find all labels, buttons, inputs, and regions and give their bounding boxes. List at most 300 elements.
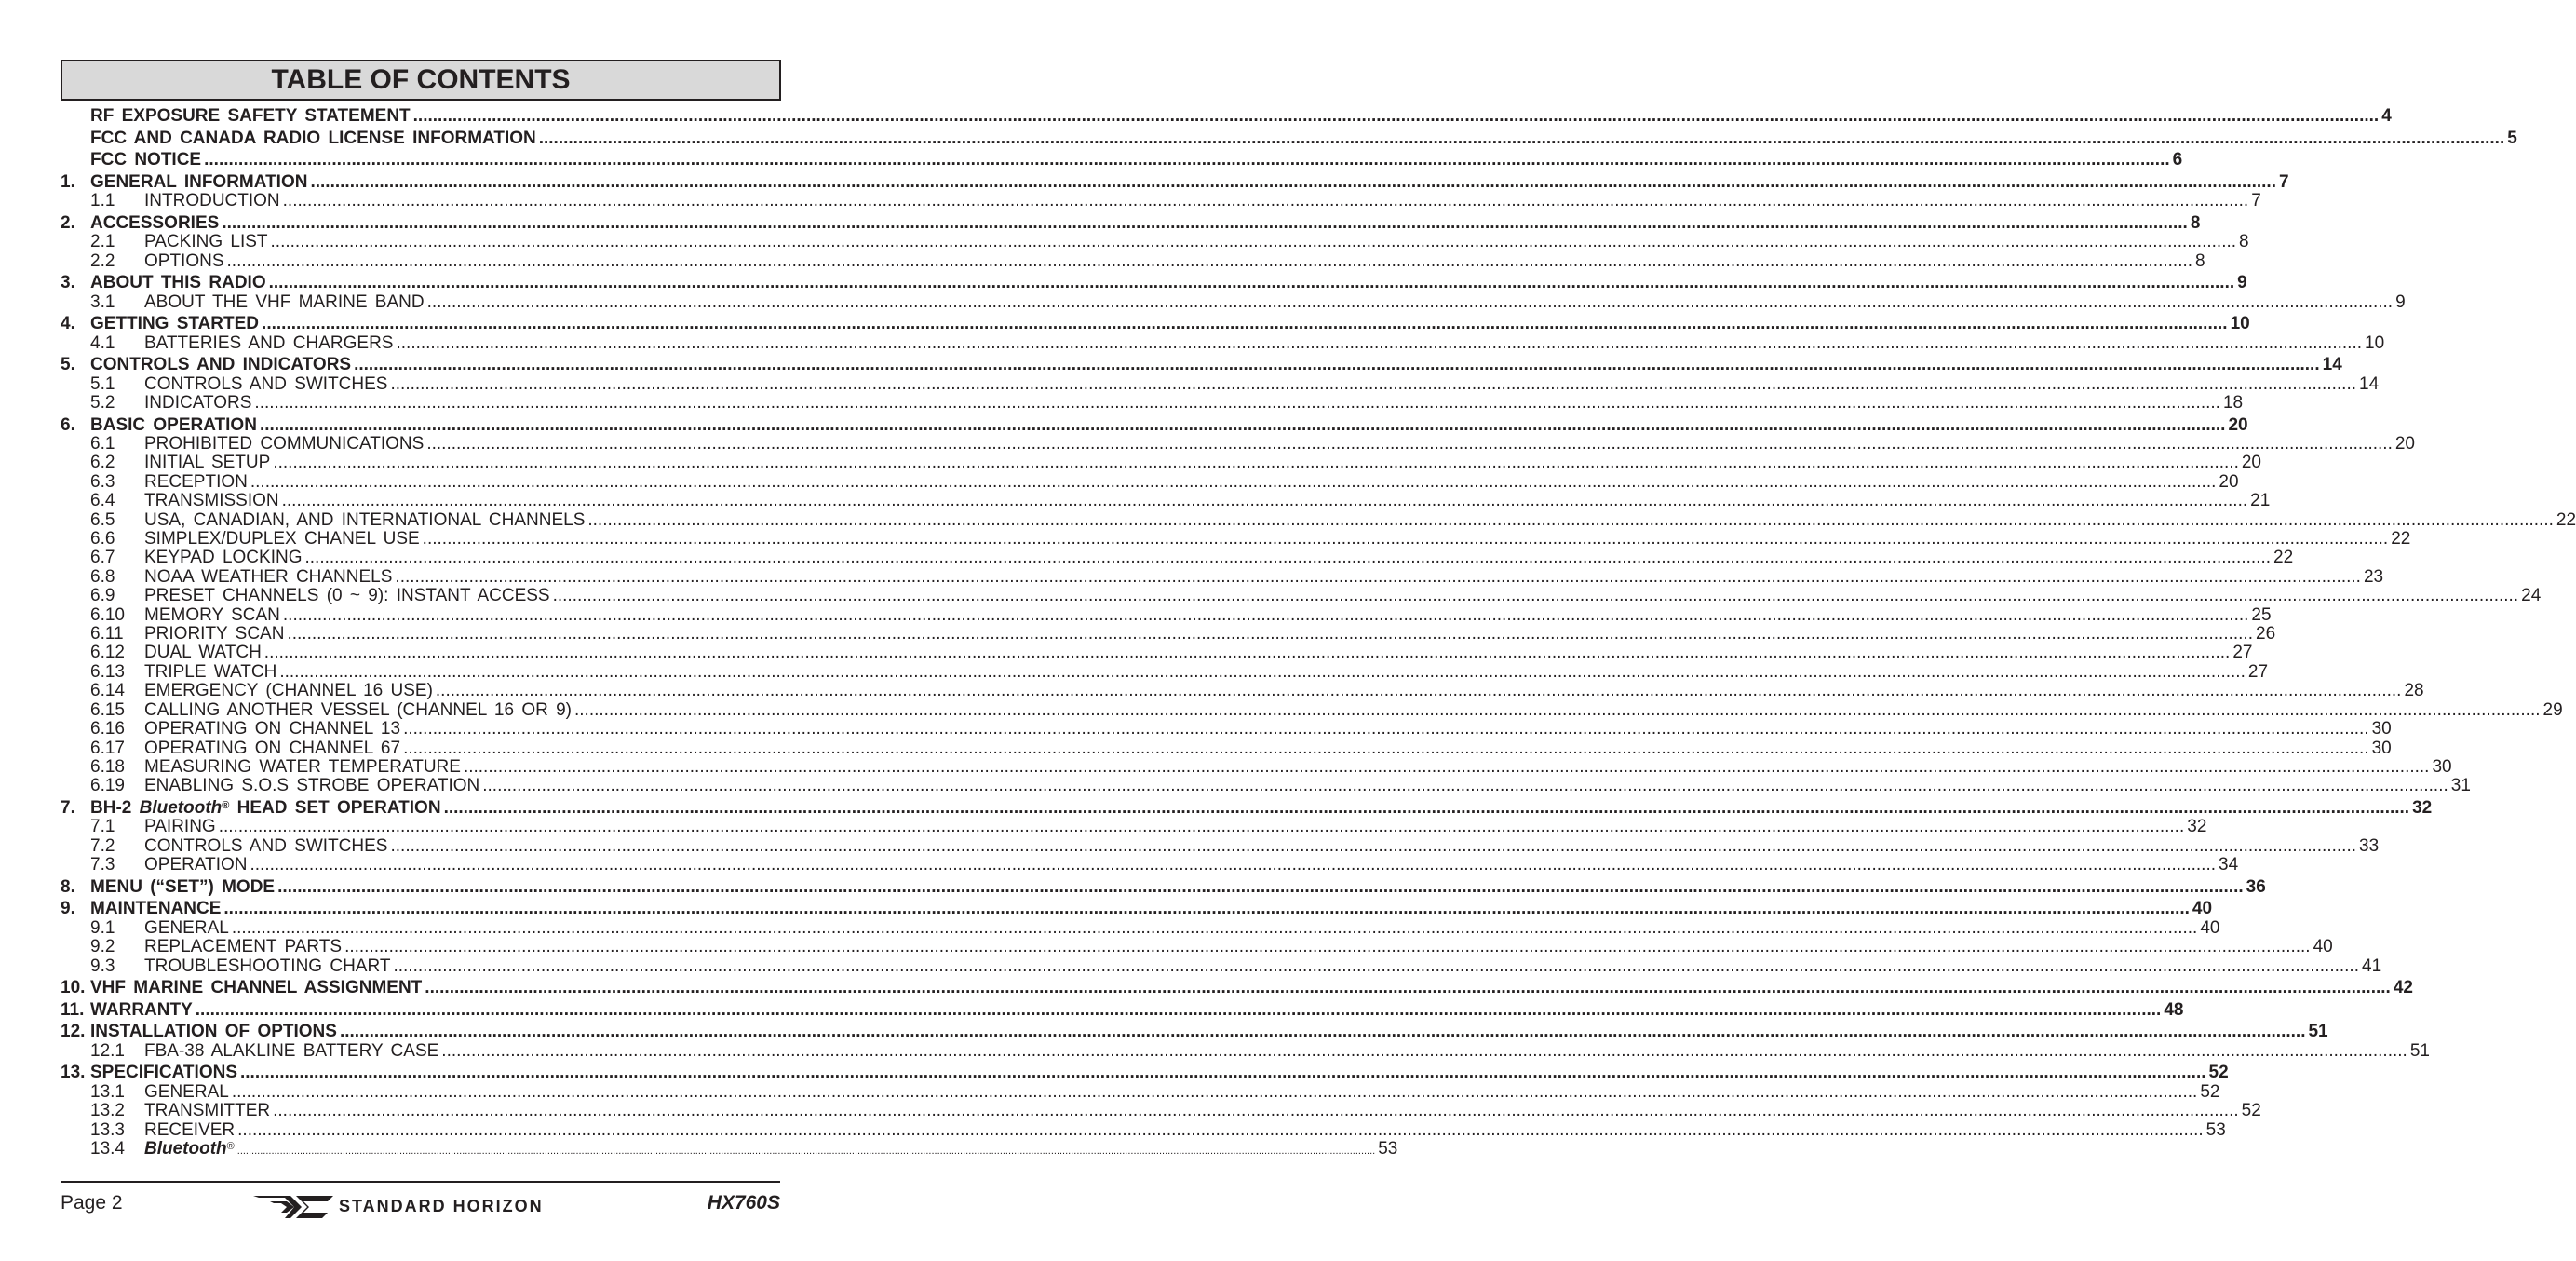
toc-entry bbox=[61, 453, 2261, 473]
toc-entry-title bbox=[144, 1042, 438, 1061]
toc-entry-number: 1. bbox=[61, 171, 75, 192]
toc-entry-page: 32 bbox=[2187, 817, 2207, 837]
toc-entry-page: 8 bbox=[2190, 212, 2201, 233]
toc-entry-text: TRANSMISSION bbox=[144, 491, 279, 511]
toc-entry-title bbox=[90, 799, 441, 818]
toc-entry-page: 41 bbox=[2362, 956, 2382, 976]
toc-entry-page: 34 bbox=[2219, 855, 2239, 875]
toc-entry bbox=[61, 373, 2380, 394]
dot-leader: ................................................................................................................................................................................................................................................................................................................................................................................................................ bbox=[195, 999, 2162, 1020]
toc-entry-number: 6.18 bbox=[90, 756, 125, 777]
toc-title-box bbox=[61, 60, 781, 101]
toc-entry-page: 22 bbox=[2273, 548, 2294, 568]
toc-entry-number: 13.1 bbox=[90, 1081, 125, 1102]
dot-leader: ................................................................................................................................................................................................................................................................................................................................................................................................................ bbox=[395, 566, 2361, 587]
toc-entry bbox=[61, 251, 2205, 271]
dot-leader: ................................................................................................................................................................................................................................................................................................................................................................................................................ bbox=[393, 956, 2359, 976]
toc-entry-page: 52 bbox=[2200, 1081, 2220, 1102]
toc-entry bbox=[61, 171, 2289, 192]
toc-entry-number: 6.17 bbox=[90, 738, 125, 758]
dot-leader: ................................................................................................................................................................................................................................................................................................................................................................................................................ bbox=[273, 453, 2239, 473]
toc-entry-page: 23 bbox=[2363, 566, 2384, 587]
toc-entry-page: 40 bbox=[2313, 937, 2333, 957]
toc-entry bbox=[61, 106, 2392, 126]
toc-entry bbox=[61, 1040, 2430, 1061]
toc-entry-title bbox=[90, 129, 536, 148]
toc-entry-title bbox=[144, 938, 342, 956]
toc-entry-text: INITIAL SETUP bbox=[144, 453, 271, 473]
page-title: TABLE OF CONTENTS bbox=[271, 64, 571, 95]
toc-entry-page: 27 bbox=[2232, 643, 2253, 663]
toc-entry-text: DUAL WATCH bbox=[144, 643, 262, 663]
toc-entry-title bbox=[144, 625, 284, 644]
toc-entry-title bbox=[90, 878, 275, 897]
toc-entry-text: FCC AND CANADA RADIO LICENSE INFORMATION bbox=[90, 128, 536, 148]
toc-entry bbox=[61, 393, 2244, 413]
toc-entry-text: INTRODUCTION bbox=[144, 191, 280, 211]
model-number: HX760S bbox=[707, 1192, 780, 1214]
toc-entry-text: GENERAL bbox=[144, 917, 229, 938]
toc-entry-title bbox=[144, 682, 433, 700]
toc-entry bbox=[61, 314, 2250, 334]
dot-leader: ................................................................................................................................................................................................................................................................................................................................................................................................................ bbox=[250, 855, 2217, 875]
toc-entry-number: 6.12 bbox=[90, 643, 125, 663]
toc-entry-page: 9 bbox=[2395, 292, 2406, 312]
toc-entry-title bbox=[144, 549, 302, 567]
dot-leader: ................................................................................................................................................................................................................................................................................................................................................................................................................ bbox=[426, 434, 2393, 454]
toc-entry-number: 6.11 bbox=[90, 624, 124, 644]
toc-entry-title bbox=[144, 758, 461, 777]
toc-entry-page: 22 bbox=[2556, 509, 2576, 530]
dot-leader: ................................................................................................................................................................................................................................................................................................................................................................................................................ bbox=[403, 738, 2369, 758]
dot-leader: ................................................................................................................................................................................................................................................................................................................................................................................................................ bbox=[250, 471, 2217, 492]
dot-leader: ................................................................................................................................................................................................................................................................................................................................................................................................................ bbox=[263, 643, 2231, 663]
toc-entry bbox=[61, 699, 2563, 720]
toc-entry-number: 2.1 bbox=[90, 232, 115, 252]
toc-entry bbox=[61, 643, 2253, 663]
toc-entry-text: PRESET CHANNELS (0 ~ 9): INSTANT ACCESS bbox=[144, 586, 550, 606]
toc-entry-title bbox=[90, 979, 422, 997]
standard-horizon-logo-icon bbox=[253, 1194, 333, 1218]
dot-leader: ................................................................................................................................................................................................................................................................................................................................................................................................................ bbox=[403, 719, 2369, 739]
dot-leader: ................................................................................................................................................................................................................................................................................................................................................................................................................ bbox=[426, 292, 2394, 312]
dot-leader: ................................................................................................................................................................................................................................................................................................................................................................................................................ bbox=[587, 509, 2554, 530]
toc-entry-text: RECEIVER bbox=[144, 1119, 236, 1140]
toc-entry-page: 20 bbox=[2241, 453, 2261, 473]
toc-entry-title bbox=[144, 511, 585, 530]
toc-entry bbox=[61, 978, 2413, 998]
toc-entry bbox=[61, 817, 2207, 837]
toc-entry bbox=[61, 434, 2415, 454]
toc-entry-number: 6.6 bbox=[90, 529, 115, 549]
toc-entry-page: 6 bbox=[2172, 150, 2183, 170]
toc-entry-number: 6.15 bbox=[90, 699, 125, 720]
dot-leader: ................................................................................................................................................................................................................................................................................................................................................................................................................ bbox=[282, 191, 2249, 211]
toc-entry-page: 14 bbox=[2359, 373, 2380, 394]
toc-entry-number: 6.3 bbox=[90, 471, 115, 492]
toc-entry bbox=[61, 586, 2542, 606]
toc-entry-page: 32 bbox=[2412, 797, 2433, 818]
toc-entry-page: 25 bbox=[2251, 604, 2272, 625]
toc-entry-title bbox=[144, 252, 224, 271]
brand-name: STANDARD HORIZON bbox=[339, 1196, 544, 1215]
toc-entry-title bbox=[144, 492, 279, 510]
toc-entry bbox=[61, 1119, 2226, 1140]
toc-entry-page: 52 bbox=[2208, 1063, 2229, 1083]
toc-entry bbox=[61, 212, 2201, 233]
dot-leader: ................................................................................................................................................................................................................................................................................................................................................................................................................ bbox=[390, 373, 2357, 394]
toc-entry bbox=[61, 529, 2411, 549]
toc-entry-text: EMERGENCY (CHANNEL 16 USE) bbox=[144, 681, 433, 701]
toc-entry-title bbox=[90, 214, 219, 233]
toc-entry-text: PRIORITY SCAN bbox=[144, 624, 285, 644]
toc-entry bbox=[61, 604, 2272, 625]
toc-entry-number: 5.1 bbox=[90, 373, 115, 394]
toc-entry-number: 9. bbox=[61, 899, 75, 919]
toc-entry-page: 27 bbox=[2247, 661, 2269, 682]
toc-entry-number: 1.1 bbox=[90, 191, 115, 211]
toc-entry-number: 9.3 bbox=[90, 956, 115, 976]
toc-entry-title bbox=[144, 394, 251, 413]
toc-entry-title bbox=[144, 1140, 235, 1159]
dot-leader: ................................................................................................................................................................................................................................................................................................................................................................................................................ bbox=[538, 128, 2505, 148]
toc-entry-page: 53 bbox=[2205, 1119, 2226, 1140]
toc-entry-number: 12.1 bbox=[90, 1040, 125, 1061]
toc-entry-number: 7.2 bbox=[90, 835, 115, 856]
toc-entry-number: 8. bbox=[61, 876, 75, 897]
toc-entry bbox=[61, 876, 2266, 897]
dot-leader: ................................................................................................................................................................................................................................................................................................................................................................................................................ bbox=[435, 681, 2402, 701]
toc-entry-title bbox=[144, 606, 280, 625]
toc-entry-number: 6.1 bbox=[90, 434, 115, 454]
toc-entry-title bbox=[144, 192, 280, 210]
toc-entry-text: PACKING LIST bbox=[144, 232, 268, 252]
toc-entry bbox=[61, 566, 2384, 587]
toc-entry-page: 52 bbox=[2241, 1101, 2261, 1121]
toc-entry-number: 6.13 bbox=[90, 661, 125, 682]
dot-leader: ................................................................................................................................................................................................................................................................................................................................................................................................................ bbox=[443, 797, 2410, 818]
toc-entry-title bbox=[144, 233, 268, 251]
toc-entry bbox=[61, 509, 2576, 530]
dot-leader: ................................................................................................................................................................................................................................................................................................................................................................................................................ bbox=[310, 171, 2276, 192]
toc-entry-number: 7.3 bbox=[90, 855, 115, 875]
toc-entry-italic-text: Bluetooth bbox=[144, 1138, 227, 1159]
toc-entry bbox=[61, 548, 2294, 568]
toc-entry-number: 6.7 bbox=[90, 548, 115, 568]
toc-entry-title bbox=[144, 293, 425, 312]
dot-leader: ................................................................................................................................................................................................................................................................................................................................................................................................................ bbox=[441, 1040, 2407, 1061]
dot-leader: ................................................................................................................................................................................................................................................................................................................................................................................................................ bbox=[277, 876, 2244, 897]
toc-entry bbox=[61, 855, 2239, 875]
toc-entry-number: 11. bbox=[61, 999, 85, 1020]
dot-leader: ................................................................................................................................................................................................................................................................................................................................................................................................................ bbox=[396, 332, 2363, 353]
toc-entry-number: 4. bbox=[61, 314, 75, 334]
toc-entry bbox=[61, 1138, 1398, 1160]
toc-entry-italic-text: Bluetooth bbox=[139, 797, 223, 818]
toc-entry-number: 13. bbox=[61, 1063, 86, 1083]
dot-leader: ................................................................................................................................................................................................................................................................................................................................................................................................................ bbox=[390, 835, 2357, 856]
toc-entry bbox=[61, 719, 2392, 739]
toc-entry-text: GENERAL INFORMATION bbox=[90, 171, 308, 192]
table-of-contents bbox=[61, 106, 2576, 1160]
toc-entry-text: FCC NOTICE bbox=[90, 150, 202, 170]
toc-entry-title bbox=[90, 274, 266, 292]
toc-entry bbox=[61, 776, 2471, 796]
toc-entry-number: 13.3 bbox=[90, 1119, 125, 1140]
toc-entry bbox=[61, 999, 2184, 1020]
toc-entry-title bbox=[90, 1064, 237, 1082]
toc-entry bbox=[61, 1022, 2328, 1042]
toc-entry-text: MAINTENANCE bbox=[90, 899, 222, 919]
toc-entry-text: RF EXPOSURE SAFETY STATEMENT bbox=[90, 106, 411, 126]
toc-entry-text: ABOUT THE VHF MARINE BAND bbox=[144, 292, 425, 312]
toc-entry-page: 20 bbox=[2228, 414, 2248, 435]
toc-entry-text: OPERATION bbox=[144, 855, 248, 875]
toc-entry-title bbox=[144, 957, 390, 976]
toc-entry-number: 9.2 bbox=[90, 937, 115, 957]
toc-entry-text: BATTERIES AND CHARGERS bbox=[144, 332, 394, 353]
dot-leader: ................................................................................................................................................................................................................................................................................................................................................................................................................ bbox=[354, 355, 2320, 375]
toc-entry-text: TRIPLE WATCH bbox=[144, 661, 277, 682]
dot-leader: ................................................................................................................................................................................................................................................................................................................................................................................................................ bbox=[262, 314, 2228, 334]
toc-entry bbox=[61, 1081, 2220, 1102]
dot-leader: ................................................................................................................................................................................................................................................................................................................................................................................................................ bbox=[231, 917, 2198, 938]
dot-leader: ................................................................................................................................................................................................................................................................................................................................................................................................................ bbox=[463, 756, 2430, 777]
toc-entry-title bbox=[144, 530, 420, 549]
toc-entry-page: 40 bbox=[2192, 899, 2213, 919]
toc-entry-title bbox=[144, 919, 229, 938]
dot-leader: ................................................................................................................................................................................................................................................................................................................................................................................................................ bbox=[268, 273, 2235, 293]
toc-entry-number: 6.19 bbox=[90, 776, 125, 796]
toc-entry bbox=[61, 738, 2392, 758]
toc-entry-text: PROHIBITED COMMUNICATIONS bbox=[144, 434, 425, 454]
toc-entry-text: SPECIFICATIONS bbox=[90, 1063, 237, 1083]
toc-entry-text: OPERATING ON CHANNEL 13 bbox=[144, 719, 401, 739]
dot-leader: ................................................................................................................................................................................................................................................................................................................................................................................................................ bbox=[237, 1119, 2204, 1140]
dot-leader: ................................................................................................................................................................................................................................................................................................................................................................................................................ bbox=[344, 937, 2311, 957]
toc-entry-title bbox=[144, 837, 387, 856]
toc-entry-title bbox=[144, 739, 400, 758]
toc-entry-text: BASIC OPERATION bbox=[90, 414, 257, 435]
toc-entry-page: 10 bbox=[2230, 314, 2250, 334]
dot-leader: ................................................................................................................................................................................................................................................................................................................................................................................................................ bbox=[287, 624, 2253, 644]
toc-entry bbox=[61, 1063, 2229, 1083]
dot-leader: ................................................................................................................................................................................................................................................................................................................................................................................................................ bbox=[254, 393, 2220, 413]
toc-entry-page: 8 bbox=[2195, 251, 2205, 271]
dot-leader: ................................................................................................................................................................................................................................................................................................................................................................................................................ bbox=[231, 1081, 2198, 1102]
toc-entry-title bbox=[144, 375, 387, 394]
toc-entry-page: 36 bbox=[2246, 876, 2266, 897]
toc-entry-text: INDICATORS bbox=[144, 393, 252, 413]
dot-leader: ................................................................................................................................................................................................................................................................................................................................................................................................................ bbox=[218, 817, 2185, 837]
toc-entry-number: 13.4 bbox=[90, 1138, 125, 1159]
toc-entry-number: 5.2 bbox=[90, 393, 115, 413]
toc-entry-text: USA, CANADIAN, AND INTERNATIONAL CHANNELS bbox=[144, 509, 586, 530]
toc-entry-number: 6.9 bbox=[90, 586, 115, 606]
toc-entry bbox=[61, 128, 2517, 148]
toc-entry-number: 13.2 bbox=[90, 1101, 125, 1121]
toc-entry-text: HEAD SET OPERATION bbox=[229, 797, 441, 818]
toc-entry bbox=[61, 232, 2249, 252]
toc-entry-page: 42 bbox=[2393, 978, 2413, 998]
toc-entry-text: GETTING STARTED bbox=[90, 314, 260, 334]
toc-entry bbox=[61, 756, 2452, 777]
toc-entry-number: 6.5 bbox=[90, 509, 115, 530]
toc-entry-number: 5. bbox=[61, 355, 75, 375]
toc-entry bbox=[61, 681, 2424, 701]
toc-entry-text: RECEPTION bbox=[144, 471, 248, 492]
toc-entry-page: 20 bbox=[2394, 434, 2415, 454]
toc-entry-text: BH-2 bbox=[90, 797, 140, 818]
toc-entry-page: 24 bbox=[2521, 586, 2542, 606]
toc-entry-text: CONTROLS AND SWITCHES bbox=[144, 373, 388, 394]
toc-entry-number: 6.4 bbox=[90, 491, 115, 511]
brand-logo bbox=[253, 1194, 544, 1218]
toc-entry-text: ABOUT THIS RADIO bbox=[90, 273, 266, 293]
toc-entry-text: SIMPLEX/DUPLEX CHANEL USE bbox=[144, 529, 420, 549]
dot-leader: ................................................................................................................................................................................................................................................................................................................................................................................................................ bbox=[270, 232, 2237, 252]
toc-entry-title bbox=[144, 777, 479, 795]
toc-entry-title bbox=[144, 644, 262, 662]
toc-entry-text: PAIRING bbox=[144, 817, 216, 837]
dot-leader: ................................................................................................................................................................................................................................................................................................................................................................................................................ bbox=[223, 899, 2190, 919]
dot-leader: ................................................................................................................................................................................................................................................................................................................................................................................................................ bbox=[259, 414, 2226, 435]
toc-entry-number: 6.16 bbox=[90, 719, 125, 739]
toc-entry-title bbox=[144, 818, 216, 836]
toc-entry bbox=[61, 797, 2433, 818]
toc-entry-title bbox=[90, 1023, 337, 1041]
toc-entry-text: WARRANTY bbox=[90, 999, 193, 1020]
toc-entry-title bbox=[90, 107, 411, 126]
toc-entry-text: ENABLING S.O.S STROBE OPERATION bbox=[144, 776, 480, 796]
toc-entry-text: TRANSMITTER bbox=[144, 1101, 271, 1121]
toc-entry-text: GENERAL bbox=[144, 1081, 229, 1102]
toc-entry-page: 14 bbox=[2322, 355, 2342, 375]
toc-entry-page: 7 bbox=[2279, 171, 2289, 192]
toc-entry-page: 29 bbox=[2542, 699, 2563, 720]
toc-entry-title bbox=[144, 663, 276, 682]
toc-entry-text: TROUBLESHOOTING CHART bbox=[144, 956, 391, 976]
toc-entry-title bbox=[144, 435, 424, 454]
toc-entry bbox=[61, 937, 2333, 957]
toc-entry-number: 6.10 bbox=[90, 604, 125, 625]
toc-entry bbox=[61, 491, 2271, 511]
dot-leader: ................................................................................................................................................................................................................................................................................................................................................................................................................ bbox=[226, 251, 2193, 271]
toc-entry-page: 8 bbox=[2239, 232, 2249, 252]
toc-entry-title bbox=[144, 1102, 270, 1120]
toc-entry-page: 9 bbox=[2237, 273, 2247, 293]
toc-entry-number: 7. bbox=[61, 797, 75, 818]
toc-entry bbox=[61, 471, 2239, 492]
toc-entry-page: 4 bbox=[2381, 106, 2392, 126]
toc-entry bbox=[61, 956, 2382, 976]
dot-leader: ................................................................................................................................................................................................................................................................................................................................................................................................................ bbox=[273, 1101, 2239, 1121]
toc-entry bbox=[61, 414, 2248, 435]
toc-entry-text: CONTROLS AND SWITCHES bbox=[144, 835, 388, 856]
toc-entry-text: CALLING ANOTHER VESSEL (CHANNEL 16 OR 9) bbox=[144, 699, 572, 720]
toc-entry-title bbox=[144, 473, 248, 492]
toc-entry-page: 40 bbox=[2200, 917, 2220, 938]
dot-leader: ................................................................................................................................................................................................................................................................................................................................................................................................................ bbox=[422, 529, 2389, 549]
toc-entry bbox=[61, 899, 2213, 919]
toc-entry-title bbox=[144, 568, 392, 587]
toc-entry-number: 2. bbox=[61, 212, 75, 233]
toc-entry-title bbox=[144, 701, 572, 720]
toc-entry-title bbox=[90, 315, 259, 333]
toc-entry-number: 3. bbox=[61, 273, 75, 293]
toc-entry-page: 30 bbox=[2432, 756, 2452, 777]
toc-entry-page: 22 bbox=[2391, 529, 2411, 549]
dot-leader: ................................................................................................................................................................................................................................................................................................................................................................................................................ bbox=[552, 586, 2519, 606]
toc-entry-text: OPTIONS bbox=[144, 251, 224, 271]
toc-entry-text: FBA-38 ALAKLINE BATTERY CASE bbox=[144, 1040, 439, 1061]
toc-entry-title bbox=[144, 856, 248, 875]
dot-leader: ................................................................................................................................................................................................................................................................................................................................................................................................................ bbox=[339, 1022, 2306, 1042]
dot-leader: ................................................................................................................................................................................................................................................................................................................................................................................................................ bbox=[482, 776, 2448, 796]
footer-divider bbox=[61, 1181, 780, 1183]
dot-leader: ................................................................................................................................................................................................................................................................................................................................................................................................................ bbox=[222, 212, 2188, 233]
toc-entry-title bbox=[90, 416, 257, 435]
toc-entry bbox=[61, 191, 2261, 211]
toc-entry-text: KEYPAD LOCKING bbox=[144, 548, 303, 568]
toc-entry-title bbox=[90, 900, 221, 918]
toc-entry-page: 48 bbox=[2164, 999, 2184, 1020]
toc-entry-page: 53 bbox=[1378, 1138, 1398, 1159]
toc-entry-title bbox=[144, 587, 550, 605]
toc-entry-page: 26 bbox=[2256, 624, 2276, 644]
dot-leader: ................................................................................................................................................................................................................................................................................................................................................................................................................ bbox=[304, 548, 2272, 568]
toc-entry-text: INSTALLATION OF OPTIONS bbox=[90, 1022, 337, 1042]
toc-entry bbox=[61, 292, 2406, 312]
toc-entry bbox=[61, 1101, 2261, 1121]
toc-entry-page: 31 bbox=[2450, 776, 2471, 796]
toc-entry-page: 10 bbox=[2365, 332, 2385, 353]
page-number-label: Page 2 bbox=[61, 1192, 123, 1214]
toc-entry-text: REPLACEMENT PARTS bbox=[144, 937, 343, 957]
toc-entry-number: 6.2 bbox=[90, 453, 115, 473]
toc-entry-page: 51 bbox=[2409, 1040, 2430, 1061]
toc-entry-page: 21 bbox=[2250, 491, 2271, 511]
toc-entry-page: 5 bbox=[2507, 128, 2517, 148]
toc-entry-title bbox=[144, 1083, 229, 1102]
toc-entry bbox=[61, 150, 2183, 170]
toc-entry-title bbox=[144, 334, 393, 353]
toc-entry-text: CONTROLS AND INDICATORS bbox=[90, 355, 352, 375]
toc-entry-number: 6.14 bbox=[90, 681, 125, 701]
toc-entry-text: ACCESSORIES bbox=[90, 212, 220, 233]
toc-entry-number: 6. bbox=[61, 414, 75, 435]
toc-entry-title bbox=[90, 356, 351, 374]
dot-leader: ................................................................................................................................................................................................................................................................................................................................................................................................................ bbox=[574, 699, 2541, 720]
dot-leader: ................................................................................................................................................................................................................................................................................................................................................................................................................ bbox=[412, 106, 2380, 126]
toc-entry-page: 30 bbox=[2371, 719, 2392, 739]
toc-entry-text: MENU (“SET”) MODE bbox=[90, 876, 276, 897]
toc-entry-number: 9.1 bbox=[90, 917, 115, 938]
dot-leader: ................................................................................................................................................................................................................................................................................................................................................................................................................ bbox=[204, 150, 2170, 170]
toc-entry-number: 12. bbox=[61, 1022, 86, 1042]
toc-entry bbox=[61, 355, 2342, 375]
toc-entry-title bbox=[90, 1001, 193, 1020]
toc-entry-page: 18 bbox=[2222, 393, 2244, 413]
toc-entry-text: VHF MARINE CHANNEL ASSIGNMENT bbox=[90, 978, 423, 998]
registered-mark: ® bbox=[222, 799, 230, 811]
toc-entry bbox=[61, 835, 2380, 856]
dot-leader: ................................................................................................................................................................................................................................................................................................................................................................................................................ bbox=[425, 978, 2391, 998]
toc-entry-number: 10. bbox=[61, 978, 86, 998]
toc-entry-number: 7.1 bbox=[90, 817, 115, 837]
toc-entry-text: OPERATING ON CHANNEL 67 bbox=[144, 738, 401, 758]
toc-entry-page: 7 bbox=[2251, 191, 2261, 211]
